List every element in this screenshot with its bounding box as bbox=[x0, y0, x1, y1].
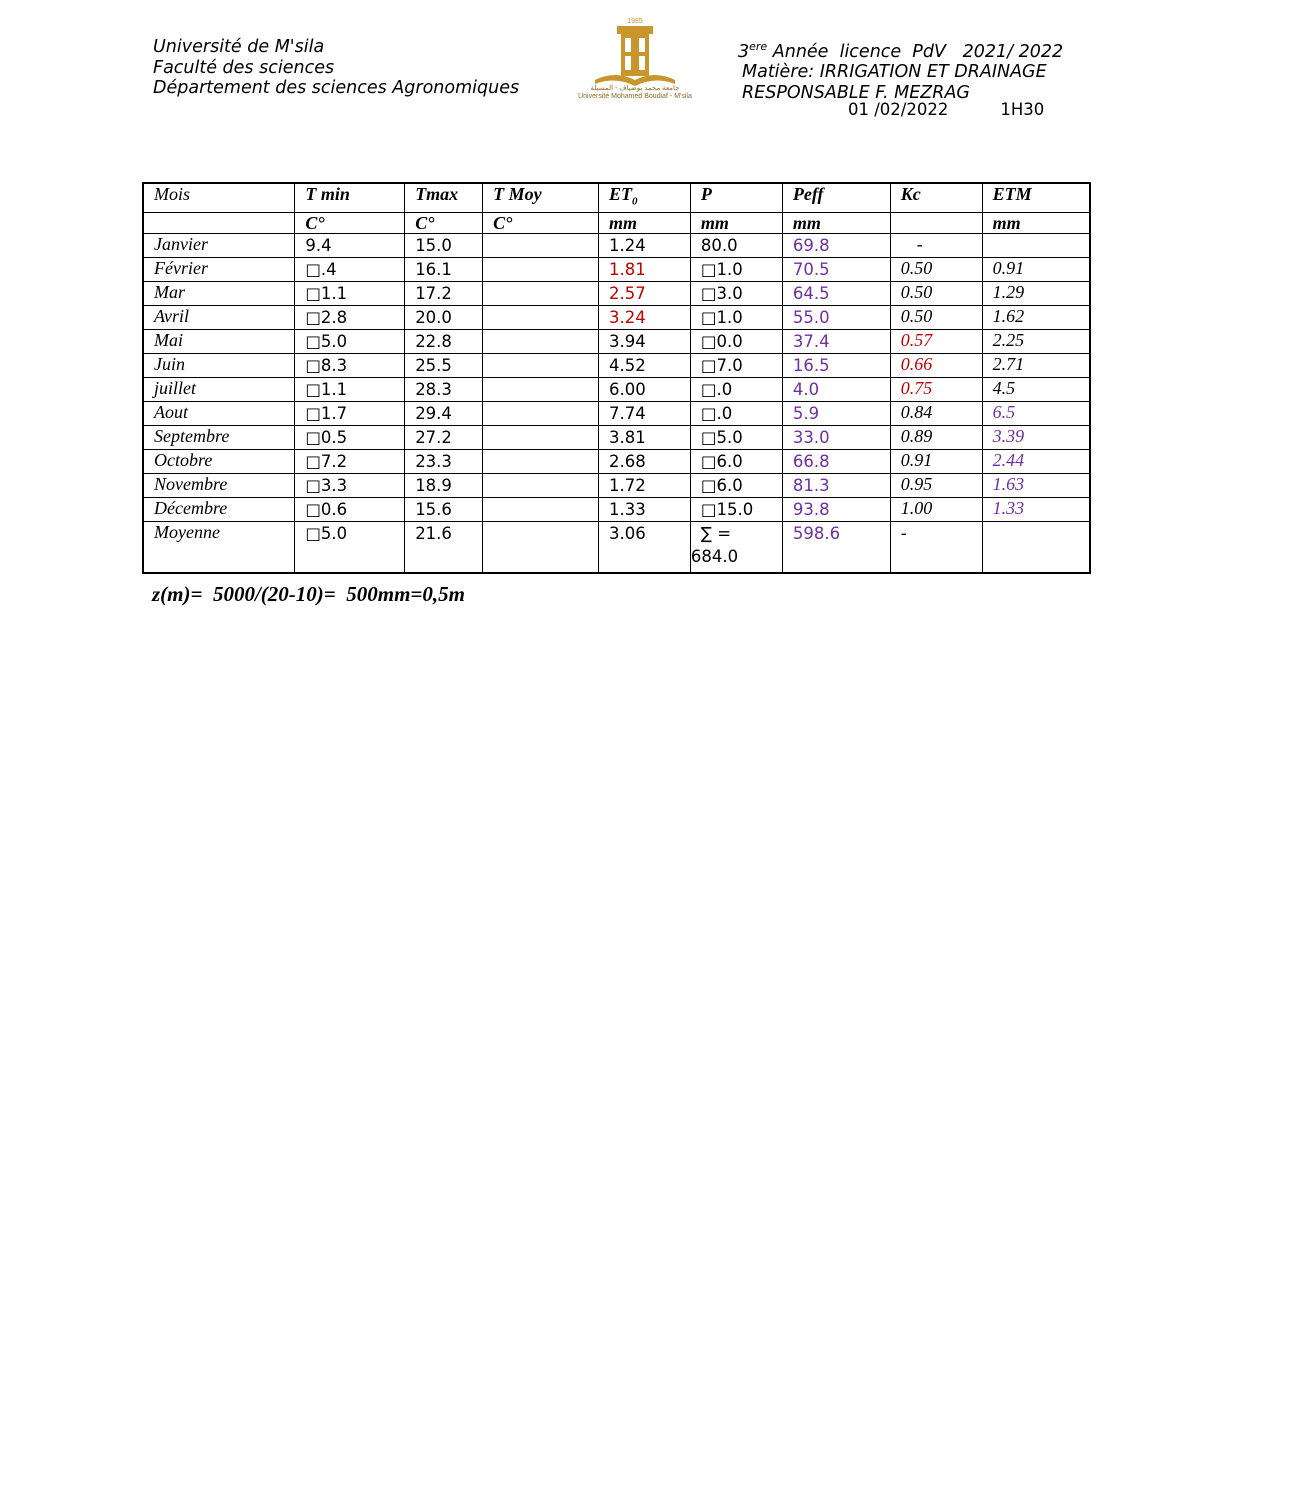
header-cell: Kc bbox=[890, 183, 982, 212]
cell-tmax: 28.3 bbox=[405, 377, 483, 401]
cell-p: □6.0 bbox=[690, 473, 782, 497]
et0-header: $ET_0$ bbox=[609, 184, 638, 208]
cell-tmin: 9.4 bbox=[295, 233, 405, 257]
cell-tmoy bbox=[483, 449, 599, 473]
header-cell: ETM bbox=[982, 183, 1090, 212]
cell-mois: Moyenne bbox=[143, 521, 295, 573]
cell-tmin: □0.5 bbox=[295, 425, 405, 449]
cell-p: □.0 bbox=[690, 377, 782, 401]
table-row bbox=[143, 497, 1090, 521]
cell-tmin: □3.3 bbox=[295, 473, 405, 497]
cell-etm: 1.63 bbox=[982, 473, 1090, 497]
cell-et0: 1.33 bbox=[599, 497, 691, 521]
cell-etm: 6.5 bbox=[982, 401, 1090, 425]
table-row bbox=[143, 449, 1090, 473]
cell-tmin: □0.6 bbox=[295, 497, 405, 521]
cell-etm: 1.29 bbox=[982, 281, 1090, 305]
cell-p: □1.0 bbox=[690, 305, 782, 329]
cell-p: □6.0 bbox=[690, 449, 782, 473]
cell-kc: 0.95 bbox=[890, 473, 982, 497]
cell-tmax: 18.9 bbox=[405, 473, 483, 497]
cell-peff: 4.0 bbox=[782, 377, 890, 401]
cell-kc: 0.75 bbox=[890, 377, 982, 401]
cell-p: □.0 bbox=[690, 401, 782, 425]
course-subject: Matière: IRRIGATION ET DRAINAGE bbox=[742, 62, 1047, 83]
cell-tmin: □1.1 bbox=[295, 281, 405, 305]
cell-etm: 1.62 bbox=[982, 305, 1090, 329]
cell-tmax: 22.8 bbox=[405, 329, 483, 353]
cell-tmax: 21.6 bbox=[405, 521, 483, 573]
climate-table bbox=[142, 182, 1091, 574]
cell-peff: 93.8 bbox=[782, 497, 890, 521]
cell-tmoy bbox=[483, 401, 599, 425]
cell-et0: 2.68 bbox=[599, 449, 691, 473]
cell-tmin: □8.3 bbox=[295, 353, 405, 377]
cell-et0: 3.24 bbox=[599, 305, 691, 329]
cell-tmin: □.4 bbox=[295, 257, 405, 281]
table-row bbox=[143, 473, 1090, 497]
department-name: Département des sciences Agronomiques bbox=[153, 78, 520, 98]
cell-et0: 6.00 bbox=[599, 377, 691, 401]
table-row bbox=[143, 329, 1090, 353]
cell-etm bbox=[982, 233, 1090, 257]
cell-peff: 70.5 bbox=[782, 257, 890, 281]
cell-p: □7.0 bbox=[690, 353, 782, 377]
table-row bbox=[143, 233, 1090, 257]
university-name: Université de M'sila bbox=[153, 37, 325, 57]
table-units-row bbox=[143, 212, 1090, 233]
root-depth-formula: z(m)= 5000/(20-10)= 500mm=0,5m bbox=[152, 582, 465, 606]
cell-mois: Avril bbox=[143, 305, 295, 329]
table-header-row bbox=[143, 183, 1090, 212]
cell-mois: Juin bbox=[143, 353, 295, 377]
cell-mois: Aout bbox=[143, 401, 295, 425]
cell-peff: 55.0 bbox=[782, 305, 890, 329]
cell-p: 80.0 bbox=[690, 233, 782, 257]
cell-mois: Mar bbox=[143, 281, 295, 305]
cell-et0: 7.74 bbox=[599, 401, 691, 425]
unit-cell: mm bbox=[690, 212, 782, 233]
exam-duration: 1H30 bbox=[1000, 100, 1045, 119]
cell-et0: 4.52 bbox=[599, 353, 691, 377]
header-left bbox=[153, 37, 519, 99]
cell-et0: 3.81 bbox=[599, 425, 691, 449]
cell-tmin: □5.0 bbox=[295, 521, 405, 573]
cell-etm: 2.25 bbox=[982, 329, 1090, 353]
cell-p: □0.0 bbox=[690, 329, 782, 353]
cell-tmin: □5.0 bbox=[295, 329, 405, 353]
cell-tmoy bbox=[483, 425, 599, 449]
header-cell: P bbox=[690, 183, 782, 212]
cell-tmoy bbox=[483, 305, 599, 329]
cell-kc: 0.50 bbox=[890, 257, 982, 281]
logo-year: 1985 bbox=[627, 18, 643, 25]
header-cell: T min bbox=[295, 183, 405, 212]
cell-et0: 1.24 bbox=[599, 233, 691, 257]
table-row bbox=[143, 425, 1090, 449]
header-cell: Peff bbox=[782, 183, 890, 212]
unit-cell: mm bbox=[982, 212, 1090, 233]
cell-tmax: 29.4 bbox=[405, 401, 483, 425]
cell-tmoy bbox=[483, 233, 599, 257]
cell-mois: Février bbox=[143, 257, 295, 281]
cell-p bbox=[690, 521, 782, 573]
header-cell: Mois bbox=[143, 183, 295, 212]
logo-latin: Université Mohamed Boudiaf - M'sila bbox=[578, 93, 692, 100]
cell-mois: Janvier bbox=[143, 233, 295, 257]
cell-tmoy bbox=[483, 353, 599, 377]
logo-arabic: جامعة محمد بوضياف - المسيلة bbox=[590, 85, 680, 92]
cell-peff: 5.9 bbox=[782, 401, 890, 425]
logo-caption bbox=[575, 85, 695, 101]
cell-kc: 1.00 bbox=[890, 497, 982, 521]
cell-tmax: 16.1 bbox=[405, 257, 483, 281]
cell-tmax: 25.5 bbox=[405, 353, 483, 377]
cell-etm bbox=[982, 521, 1090, 573]
cell-et0: 2.57 bbox=[599, 281, 691, 305]
cell-et0: 3.06 bbox=[599, 521, 691, 573]
cell-kc: 0.89 bbox=[890, 425, 982, 449]
cell-tmin: □1.1 bbox=[295, 377, 405, 401]
cell-mois: Décembre bbox=[143, 497, 295, 521]
cell-kc: 0.66 bbox=[890, 353, 982, 377]
cell-kc: 0.84 bbox=[890, 401, 982, 425]
cell-peff: 33.0 bbox=[782, 425, 890, 449]
header-right bbox=[738, 37, 1063, 103]
cell-p: □15.0 bbox=[690, 497, 782, 521]
cell-peff: 64.5 bbox=[782, 281, 890, 305]
unit-cell: mm bbox=[782, 212, 890, 233]
sum-label: ∑ = bbox=[700, 523, 732, 543]
cell-tmax: 15.0 bbox=[405, 233, 483, 257]
faculty-name: Faculté des sciences bbox=[153, 57, 335, 78]
cell-mois: Mai bbox=[143, 329, 295, 353]
unit-cell: mm bbox=[599, 212, 691, 233]
unit-cell: C° bbox=[295, 212, 405, 233]
cell-tmoy bbox=[483, 281, 599, 305]
exam-date: 01 /02/2022 bbox=[848, 100, 949, 119]
cell-et0: 3.94 bbox=[599, 329, 691, 353]
exam-date-line bbox=[848, 100, 1044, 119]
table-row bbox=[143, 305, 1090, 329]
cell-tmoy bbox=[483, 521, 599, 573]
table-row bbox=[143, 257, 1090, 281]
unit-cell bbox=[890, 212, 982, 233]
table-row bbox=[143, 281, 1090, 305]
cell-peff: 598.6 bbox=[782, 521, 890, 573]
unit-cell bbox=[143, 212, 295, 233]
cell-etm: 1.33 bbox=[982, 497, 1090, 521]
table-row-moyenne bbox=[143, 521, 1090, 573]
cell-peff: 66.8 bbox=[782, 449, 890, 473]
cell-tmax: 27.2 bbox=[405, 425, 483, 449]
cell-kc: - bbox=[890, 521, 982, 573]
cell-tmoy bbox=[483, 497, 599, 521]
cell-etm: 0.91 bbox=[982, 257, 1090, 281]
cell-tmoy bbox=[483, 473, 599, 497]
cell-tmoy bbox=[483, 257, 599, 281]
cell-etm: 4.5 bbox=[982, 377, 1090, 401]
cell-tmoy bbox=[483, 329, 599, 353]
cell-etm: 2.71 bbox=[982, 353, 1090, 377]
cell-kc: 0.91 bbox=[890, 449, 982, 473]
header-cell: Tmax bbox=[405, 183, 483, 212]
unit-cell: C° bbox=[483, 212, 599, 233]
course-responsible: RESPONSABLE F. MEZRAG bbox=[742, 82, 970, 103]
table-row bbox=[143, 353, 1090, 377]
cell-etm: 2.44 bbox=[982, 449, 1090, 473]
header-cell: T Moy bbox=[483, 183, 599, 212]
unit-cell: C° bbox=[405, 212, 483, 233]
cell-kc: 0.50 bbox=[890, 281, 982, 305]
cell-tmin: □7.2 bbox=[295, 449, 405, 473]
table-row bbox=[143, 401, 1090, 425]
cell-p: □3.0 bbox=[690, 281, 782, 305]
cell-peff: 16.5 bbox=[782, 353, 890, 377]
cell-peff: 69.8 bbox=[782, 233, 890, 257]
cell-tmax: 17.2 bbox=[405, 281, 483, 305]
cell-kc: 0.50 bbox=[890, 305, 982, 329]
table-row bbox=[143, 377, 1090, 401]
cell-tmoy bbox=[483, 377, 599, 401]
cell-et0: 1.81 bbox=[599, 257, 691, 281]
course-year: 3ere Année licence PdV 2021/ 2022 bbox=[738, 40, 1064, 62]
cell-p: □1.0 bbox=[690, 257, 782, 281]
cell-tmax: 23.3 bbox=[405, 449, 483, 473]
cell-tmax: 15.6 bbox=[405, 497, 483, 521]
cell-tmin: □1.7 bbox=[295, 401, 405, 425]
cell-etm: 3.39 bbox=[982, 425, 1090, 449]
cell-mois: juillet bbox=[143, 377, 295, 401]
sum-value: 684.0 bbox=[690, 546, 739, 566]
cell-et0: 1.72 bbox=[599, 473, 691, 497]
cell-tmax: 20.0 bbox=[405, 305, 483, 329]
cell-peff: 81.3 bbox=[782, 473, 890, 497]
cell-mois: Septembre bbox=[143, 425, 295, 449]
cell-mois: Novembre bbox=[143, 473, 295, 497]
cell-peff: 37.4 bbox=[782, 329, 890, 353]
header-cell bbox=[599, 183, 691, 212]
cell-p: □5.0 bbox=[690, 425, 782, 449]
cell-mois: Octobre bbox=[143, 449, 295, 473]
cell-kc: 0.57 bbox=[890, 329, 982, 353]
cell-tmin: □2.8 bbox=[295, 305, 405, 329]
cell-kc: - bbox=[890, 233, 982, 257]
